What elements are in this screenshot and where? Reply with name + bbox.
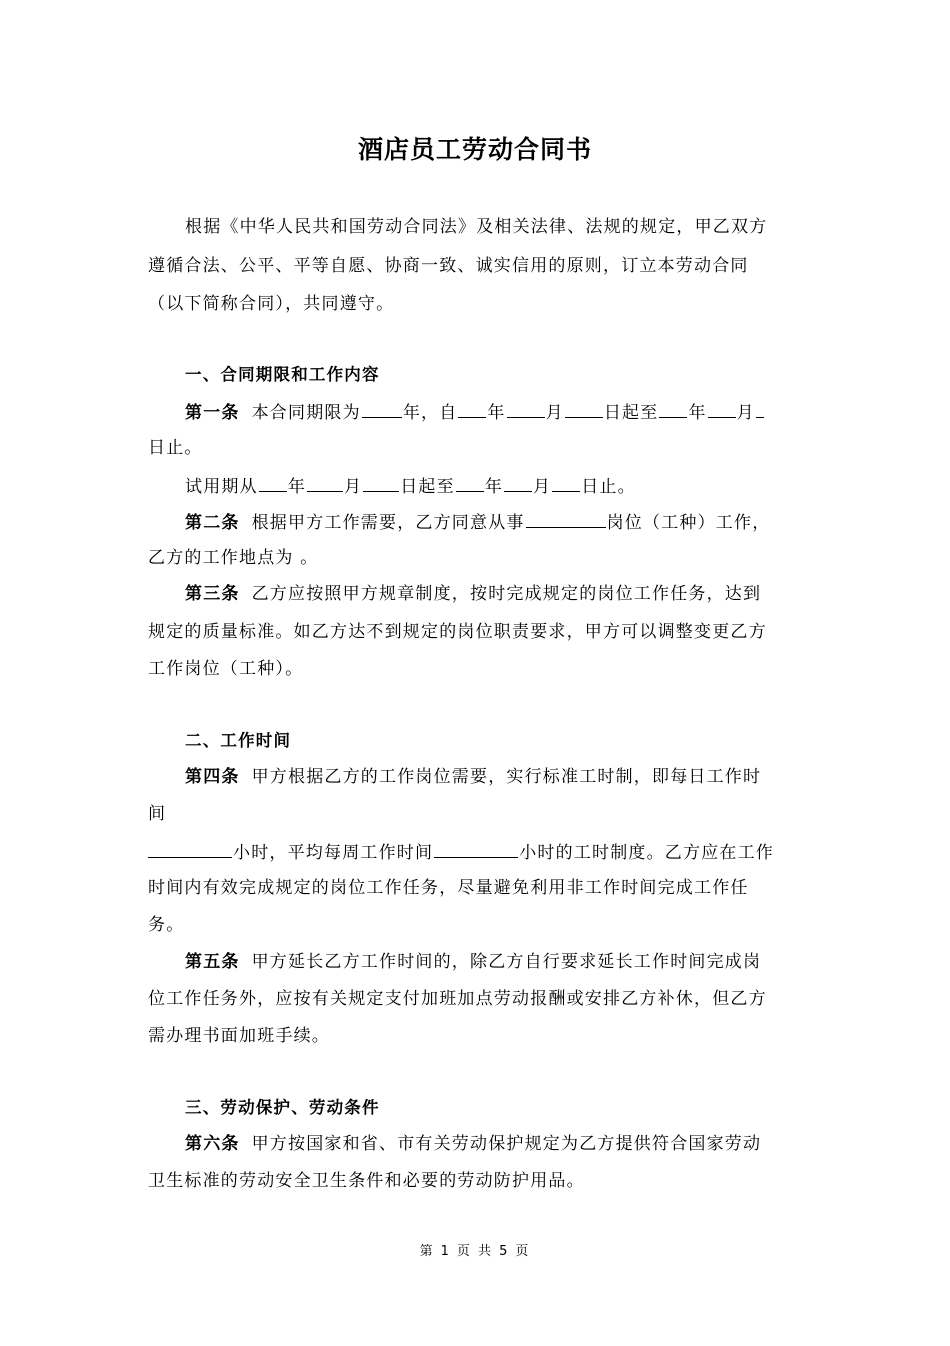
article-1-text-d: 月	[545, 403, 564, 423]
trial-period-line	[185, 473, 636, 499]
blank-field	[507, 399, 545, 418]
blank-field	[456, 473, 484, 492]
article-5-text: 甲方延长乙方工作时间的，除乙方自行要求延长工作时间完成岗	[251, 952, 762, 972]
current-page-number: 1	[440, 1244, 451, 1259]
blank-field	[526, 509, 606, 528]
trial-text-f: 月	[533, 477, 552, 497]
article-1-text-a: 本合同期限为	[251, 403, 361, 423]
blank-field	[565, 399, 603, 418]
article-2-text-b: 岗位（工种）工作，	[606, 513, 771, 533]
blank-field	[307, 473, 343, 492]
section-1-heading: 一、合同期限和工作内容	[185, 365, 380, 384]
article-2-text-a: 根据甲方工作需要，乙方同意从事	[251, 513, 525, 533]
article-6-label: 第六条	[185, 1134, 240, 1154]
footer-prefix: 第	[419, 1244, 435, 1259]
article-4-text: 甲方根据乙方的工作岗位需要，实行标准工时制，即每日工作时	[251, 767, 762, 787]
blank-field	[458, 399, 486, 418]
trial-text-b: 年	[287, 477, 307, 497]
page-footer	[0, 1240, 950, 1259]
article-1-text-f: 年	[688, 403, 707, 423]
footer-middle: 页 共	[456, 1244, 494, 1259]
blank-field	[363, 473, 399, 492]
article-4-line-3	[148, 839, 774, 865]
article-5-line-3: 需办理书面加班手续。	[148, 1026, 330, 1046]
article-3-line-3: 工作岗位（工种）。	[148, 659, 304, 679]
article-4-line-5: 务。	[148, 915, 185, 935]
footer-suffix: 页	[515, 1244, 531, 1259]
article-6-text: 甲方按国家和省、市有关劳动保护规定为乙方提供符合国家劳动	[251, 1134, 762, 1154]
article-1-text-g: 月	[736, 403, 755, 423]
intro-line-1: 根据《中华人民共和国劳动合同法》及相关法律、法规的规定，甲乙双方	[185, 217, 768, 237]
article-3-label: 第三条	[185, 584, 240, 604]
intro-line-2: 遵循合法、公平、平等自愿、协商一致、诚实信用的原则，订立本劳动合同	[148, 256, 749, 276]
article-4-line-1	[185, 765, 761, 789]
article-1-line-1	[185, 399, 765, 425]
article-1-text-c: 年	[487, 403, 506, 423]
article-1-label: 第一条	[185, 403, 240, 423]
article-4-label: 第四条	[185, 767, 240, 787]
section-3-heading: 三、劳动保护、劳动条件	[185, 1098, 380, 1117]
blank-field	[552, 473, 580, 492]
article-5-line-1	[185, 950, 761, 974]
article-3-line-2: 规定的质量标准。如乙方达不到规定的岗位职责要求，甲方可以调整变更乙方	[148, 622, 767, 642]
article-1-text-b: 年，自	[402, 403, 458, 423]
blank-field	[756, 399, 764, 418]
article-3-line-1	[185, 582, 761, 606]
trial-text-g: 日止。	[581, 477, 636, 497]
total-page-count: 5	[499, 1244, 510, 1259]
article-2-line-1	[185, 509, 770, 535]
article-2-label: 第二条	[185, 513, 240, 533]
trial-text-d: 日起至	[400, 477, 455, 497]
blank-field	[148, 839, 232, 858]
article-4-text-b: 小时的工时制度。乙方应在工作	[519, 843, 775, 863]
article-6-line-2: 卫生标准的劳动安全卫生条件和必要的劳动防护用品。	[148, 1171, 585, 1191]
blank-field	[434, 839, 518, 858]
article-4-text-a: 小时，平均每周工作时间	[233, 843, 434, 863]
blank-field	[659, 399, 687, 418]
article-3-text: 乙方应按照甲方规章制度，按时完成规定的岗位工作任务，达到	[251, 584, 762, 604]
intro-line-3: （以下简称合同），共同遵守。	[148, 294, 395, 314]
article-5-label: 第五条	[185, 952, 240, 972]
trial-text-a: 试用期从	[185, 477, 258, 497]
trial-text-c: 月	[344, 477, 363, 497]
article-5-line-2: 位工作任务外，应按有关规定支付加班加点劳动报酬或安排乙方补休，但乙方	[148, 989, 767, 1009]
blank-field	[504, 473, 532, 492]
section-2-heading: 二、工作时间	[185, 731, 292, 750]
blank-field	[362, 399, 402, 418]
article-1-line-2: 日止。	[148, 438, 203, 458]
article-2-line-2: 乙方的工作地点为 。	[148, 548, 319, 568]
blank-field	[708, 399, 736, 418]
article-1-text-e: 日起至	[603, 403, 659, 423]
article-6-line-1	[185, 1132, 761, 1156]
blank-field	[259, 473, 287, 492]
document-title: 酒店员工劳动合同书	[357, 135, 592, 164]
article-4-line-4: 时间内有效完成规定的岗位工作任务，尽量避免利用非工作时间完成工作任	[148, 878, 749, 898]
article-4-line-2: 间	[148, 804, 167, 824]
trial-text-e: 年	[484, 477, 504, 497]
